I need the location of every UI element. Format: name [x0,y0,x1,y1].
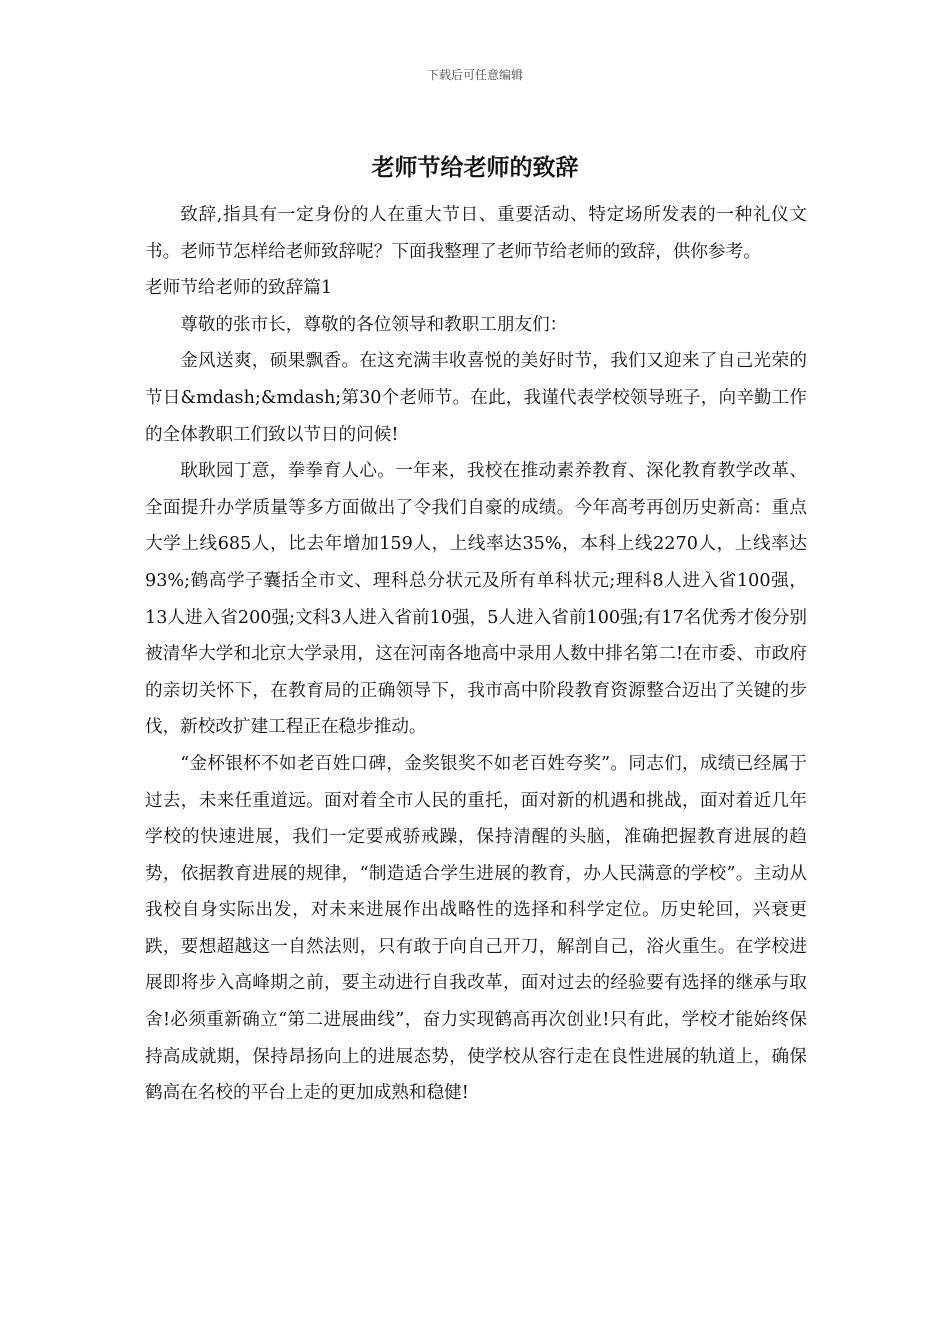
paragraph-achievements: 耿耿园丁意，拳拳育人心。一年来，我校在推动素养教育、深化教育教学改革、全面提升办学质量等多方面做出了令我们自豪的成绩。今年高考再创历史新高：重点大学上线685人，比去年增加159人，上线率达35%，本科上线2270人，上线率达93%;鹤高学子囊括全市文、理科总分状元及所有单科状元;理科8人进入省100强，13人进入省200强;文科3人进入省前10强，5人进入省前100强;有17名优秀才俊分别被清华大学和北京大学录用，这在河南各地高中录用人数中排名第二!在市委、市政府的亲切关怀下，在教育局的正确领导下，我市高中阶段教育资源整合迈出了关键的步伐，新校改扩建工程正在稳步推动。 [145,461,807,738]
section-heading: 老师节给老师的致辞篇1 [145,278,333,299]
document-body [145,197,807,1112]
paragraph-greeting: 金风送爽，硕果飘香。在这充满丰收喜悦的美好时节，我们又迎来了自己光荣的节日&mdash;&mdash;第30个老师节。在此，我谨代表学校领导班子，向辛勤工作的全体教职工们致以节日的问候! [145,351,807,445]
paragraph-future: “金杯银杯不如老百姓口碑，金奖银奖不如老百姓夸奖”。同志们，成绩已经属于过去，未来任重道远。面对着全市人民的重托，面对新的机遇和挑战，面对着近几年学校的快速进展，我们一定要戒骄戒躁，保持清醒的头脑，准确把握教育进展的趋势，依据教育进展的规律，“制造适合学生进展的教育，办人民满意的学校”。主动从我校自身实际出发，对未来进展作出战略性的选择和科学定位。历史轮回，兴衰更跌，要想超越这一自然法则，只有敢于向自己开刀，解剖自己，浴火重生。在学校进展即将步入高峰期之前，要主动进行自我改革，面对过去的经验要有选择的继承与取舍!必须重新确立“第二进展曲线”，奋力实现鹤高再次创业!只有此，学校才能始终保持高成就期，保持昂扬向上的进展态势，使学校从容行走在良性进展的轨道上，确保鹤高在名校的平台上走的更加成熟和稳健! [145,753,807,1104]
paragraph-intro: 致辞,指具有一定身份的人在重大节日、重要活动、特定场所发表的一种礼仪文书。老师节怎样给老师致辞呢？下面我整理了老师节给老师的致辞，供你参考。 [145,205,807,262]
document-title: 老师节给老师的致辞 [371,154,579,181]
header-note: 下载后可任意编辑 [426,68,523,82]
paragraph-salutation: 尊敬的张市长，尊敬的各位领导和教职工朋友们： [180,314,568,335]
